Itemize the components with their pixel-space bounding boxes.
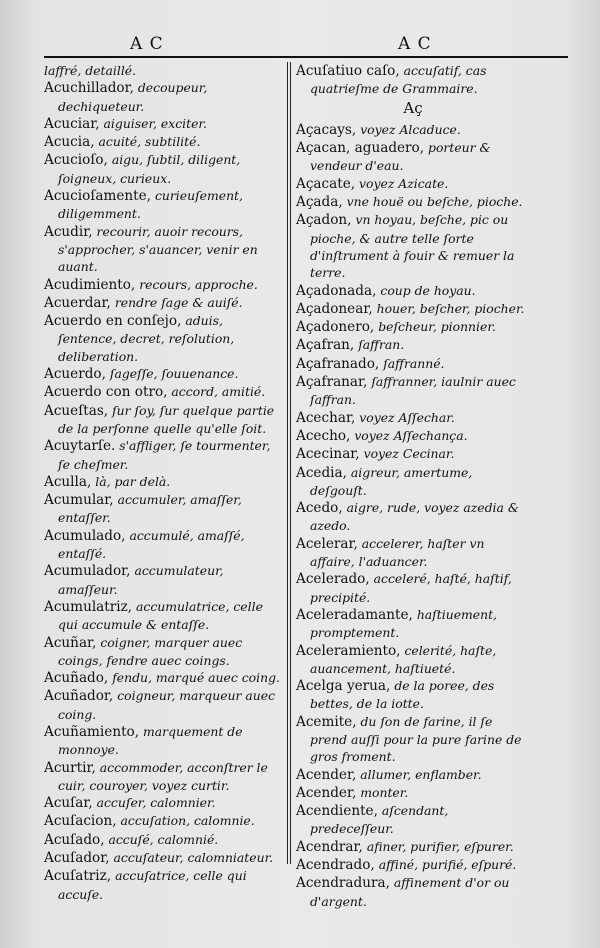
entry-definition: haſtiuement, promptement.: [310, 606, 498, 641]
entry-definition: coigner, marquer auec coings, fendre auec coings.: [58, 634, 243, 668]
entry-headword: Acuerdo,: [44, 366, 106, 383]
entry-headword: Acuñado,: [44, 670, 109, 687]
dictionary-entry: [44, 812, 282, 830]
section-subheading: Aç: [403, 98, 423, 117]
entry-definition: fendu, marqué auec coing.: [112, 670, 280, 686]
entry-headword: Acecho,: [296, 427, 351, 444]
column-divider: [287, 62, 288, 864]
entry-definition: celerité, haſte, auancement, haſtiueté.: [310, 642, 497, 676]
entry-definition: aigreur, amertume, deſgouſt.: [310, 464, 473, 498]
entry-definition: affiné, purifié, eſpuré.: [378, 857, 517, 873]
entry-definition: accord, amitié.: [171, 384, 266, 400]
entry-headword: Acuſacion,: [44, 813, 117, 830]
dictionary-entry: [296, 642, 530, 678]
entry-headword: Acendiente,: [296, 803, 378, 820]
entry-headword: Acelerar,: [296, 535, 358, 552]
entry-definition: ſageſſe, ſouuenance.: [109, 366, 239, 382]
dictionary-entry: [296, 318, 530, 336]
entry-definition: de la poree, des bettes, de la iotte.: [310, 678, 495, 712]
entry-definition: aſcendant, predeceſſeur.: [310, 803, 449, 837]
entry-definition: accuſatrice, celle qui accuſe.: [58, 868, 247, 902]
entry-definition: beſcheur, pionnier.: [378, 319, 496, 335]
entry-headword: Acudimiento,: [44, 276, 136, 293]
entry-definition: marquement de monnoye.: [58, 723, 243, 758]
dictionary-entry: [44, 383, 282, 401]
running-header: [44, 34, 568, 58]
dictionary-entry: [44, 402, 282, 438]
entry-definition: acuité, subtilité.: [98, 134, 201, 150]
entry-definition: coup de hoyau.: [380, 282, 476, 298]
dictionary-entry: [44, 867, 282, 903]
dictionary-entry: [44, 115, 282, 133]
dictionary-entry: [296, 802, 530, 838]
entry-headword: Aculla,: [44, 473, 92, 490]
dictionary-entry: [44, 79, 282, 115]
dictionary-entry: [44, 133, 282, 151]
entry-definition: curieuſement, diligemment.: [58, 188, 243, 222]
entry-headword: Acuytarſe.: [44, 438, 116, 455]
entry-definition: voyez Cecinar.: [363, 446, 455, 462]
entry-headword: Açafranado,: [296, 355, 380, 372]
dictionary-entry: [296, 499, 530, 535]
entry-definition: accumulatrice, celle qui accumule & entaſſe.: [58, 598, 263, 633]
entry-headword: Aceleradamante,: [296, 606, 413, 623]
entry-definition: laffré, detaillé.: [44, 63, 137, 78]
entry-headword: Açadonero,: [296, 319, 375, 336]
dictionary-entry: [296, 175, 530, 193]
entry-headword: Açacays,: [296, 121, 357, 138]
entry-definition: voyez Alcaduce.: [360, 121, 461, 137]
entry-definition: vne houë ou beſche, pioche.: [346, 194, 523, 210]
entry-headword: Acuerdar,: [44, 294, 111, 311]
dictionary-entry: [44, 187, 282, 223]
dictionary-entry: [44, 634, 282, 670]
entry-headword: Açadonear,: [296, 300, 373, 317]
dictionary-entry: [44, 831, 282, 849]
entry-definition: accuſateur, calomniateur.: [113, 850, 274, 866]
entry-definition: porteur & vendeur d'eau.: [310, 140, 491, 174]
dictionary-entry: [44, 759, 282, 795]
entry-definition: accumulé, amaſſé, entaſſé.: [58, 527, 245, 562]
entry-definition: aigu, ſubtil, diligent, ſoigneux, curieux.: [58, 152, 241, 186]
entry-headword: Acuſador,: [44, 850, 110, 867]
entry-definition: voyez Aſſechar.: [359, 409, 455, 425]
dictionary-entry: [296, 766, 530, 784]
dictionary-entry: [296, 282, 530, 300]
entry-headword: Acueſtas,: [44, 402, 109, 419]
dictionary-entry: [44, 223, 282, 276]
entry-headword: Acudir,: [44, 223, 93, 240]
entry-definition: aiguiser, exciter.: [103, 115, 207, 131]
dictionary-entry: [296, 121, 530, 139]
dictionary-entry: [44, 151, 282, 187]
entry-definition: accumulateur, amaſſeur.: [58, 563, 224, 597]
dictionary-entry: [296, 784, 530, 802]
entry-headword: Acedia,: [296, 464, 347, 481]
dictionary-entry: [296, 193, 530, 211]
entry-headword: Açada,: [296, 194, 343, 211]
entry-headword: Acumular,: [44, 492, 114, 509]
header-right: A C: [398, 34, 432, 54]
dictionary-entry: [44, 365, 282, 383]
entry-definition: voyez Aſſechança.: [354, 427, 468, 443]
entry-definition: aduis, ſentence, decret, reſolution, deliberation.: [58, 313, 235, 364]
entry-definition: voyez Azicate.: [359, 175, 449, 191]
entry-headword: Açafranar,: [296, 374, 368, 391]
dictionary-entry: [44, 491, 282, 527]
entry-definition: accuſation, calomnie.: [120, 813, 255, 829]
entry-definition: recourir, auoir recours, s'approcher, s'auancer, venir en auant.: [58, 223, 258, 275]
entry-definition: ſur ſoy, ſur quelque partie de la perſonne quelle qu'elle ſoit.: [58, 402, 275, 436]
entry-headword: Acecinar,: [296, 446, 360, 463]
entry-headword: Acuerdo con otro,: [44, 384, 168, 401]
dictionary-entry: [296, 606, 530, 642]
dictionary-entry: [44, 849, 282, 867]
dictionary-entry: [44, 473, 282, 491]
dictionary-entry: [296, 336, 530, 354]
dictionary-entry: [44, 276, 282, 294]
dictionary-entry: [296, 373, 530, 409]
entry-headword: Acuñamiento,: [44, 723, 140, 740]
entry-headword: Acucioſamente,: [44, 188, 151, 205]
dictionary-entry: [44, 437, 282, 473]
entry-definition: accumuler, amaſſer, entaſſer.: [58, 492, 242, 526]
entry-headword: Acedo,: [296, 500, 343, 517]
entry-definition: coigneur, marqueur auec coing.: [58, 688, 276, 722]
dictionary-entry: [296, 62, 530, 98]
dictionary-entry: [44, 723, 282, 759]
dictionary-entry: [44, 794, 282, 812]
entry-definition: houer, beſcher, piocher.: [376, 300, 525, 316]
dictionary-entry: [296, 713, 530, 766]
dictionary-entry: [296, 355, 530, 373]
left-column: [44, 62, 282, 903]
entry-headword: Acemite,: [296, 713, 357, 730]
entry-definition: ſaffran.: [358, 337, 405, 353]
entry-headword: Acechar,: [296, 409, 356, 426]
entry-headword: Açacan, aguadero,: [296, 140, 425, 157]
entry-definition: s'affliger, ſe tourmenter, ſe cheſmer.: [58, 438, 271, 472]
entry-headword: Acuchillador,: [44, 80, 134, 97]
entry-headword: Acendrar,: [296, 838, 363, 855]
entry-headword: Acuciar,: [44, 115, 100, 132]
entry-headword: Acelga yerua,: [296, 678, 391, 695]
entry-definition: vn hoyau, beſche, pic ou pioche, & autre telle ſorte d'inſtrument à fouir & remuer la terre.: [310, 212, 515, 281]
dictionary-entry: [296, 464, 530, 500]
entry-headword: Açafran,: [296, 337, 355, 354]
dictionary-entry: [296, 535, 530, 571]
entry-headword: Acucia,: [44, 134, 95, 151]
dictionary-entry: [296, 427, 530, 445]
entry-definition: accelerer, haſter vn affaire, l'aduancer.: [310, 535, 485, 570]
entry-headword: Acuſatriz,: [44, 868, 112, 885]
entry-headword: Acumulado,: [44, 527, 126, 544]
entry-definition: accommoder, acconſtrer le cuir, couroyer, voyez curtir.: [58, 759, 268, 793]
entry-headword: Acucioſo,: [44, 152, 108, 169]
entry-headword: Acumulatriz,: [44, 598, 133, 615]
entry-definition: ſaffranner, iaulnir auec ſaffran.: [310, 374, 516, 408]
dictionary-entry: [44, 312, 282, 365]
dictionary-entry: [44, 527, 282, 563]
entry-definition: rendre ſage & auiſé.: [114, 294, 243, 310]
entry-definition: aigre, rude, voyez azedia & azedo.: [310, 500, 519, 534]
dictionary-entry: [44, 598, 282, 634]
dictionary-entry: [296, 300, 530, 318]
dictionary-entry: [44, 687, 282, 723]
entry-headword: Acendrado,: [296, 857, 375, 874]
dictionary-entry: [296, 677, 530, 713]
entry-headword: Acuſatiuo caſo,: [296, 63, 400, 79]
entry-definition: affinement d'or ou d'argent.: [310, 875, 510, 909]
dictionary-entry: [296, 874, 530, 910]
entry-headword: Acender,: [296, 766, 357, 783]
dictionary-entry: [44, 294, 282, 312]
dictionary-entry: [44, 562, 282, 598]
entry-headword: Acuñador,: [44, 688, 114, 705]
entry-definition: decoupeur, dechiqueteur.: [58, 80, 208, 114]
entry-definition: là, par delà.: [95, 473, 171, 489]
dictionary-entry: [296, 409, 530, 427]
entry-definition: accuſer, calomnier.: [96, 795, 216, 811]
dictionary-entry: [44, 62, 282, 79]
entry-headword: Acurtir,: [44, 759, 96, 776]
header-left: A C: [130, 34, 164, 54]
entry-headword: Açacate,: [296, 175, 356, 192]
dictionary-entry: [296, 570, 530, 606]
entry-headword: Aceleramiento,: [296, 642, 401, 659]
dictionary-entry: [296, 838, 530, 856]
entry-headword: Acender,: [296, 784, 357, 801]
dictionary-entry: [44, 669, 282, 687]
entry-definition: afiner, purifier, eſpurer.: [366, 838, 514, 854]
entry-headword: Açadonada,: [296, 282, 377, 299]
entry-definition: accuſé, calomnié.: [108, 831, 219, 847]
entry-definition: du ſon de farine, il ſe prend auſſi pour la pure farine de gros froment.: [310, 713, 522, 765]
entry-headword: Acuſado,: [44, 831, 105, 848]
entry-definition: ſaffranné.: [383, 355, 445, 371]
entry-headword: Acendradura,: [296, 875, 390, 892]
dictionary-entry: [296, 211, 530, 281]
entry-headword: Acumulador,: [44, 563, 131, 580]
dictionary-entry: [296, 139, 530, 175]
entry-definition: accuſatif, cas quatrieſme de Grammaire.: [310, 63, 487, 97]
entry-headword: Acelerado,: [296, 571, 370, 588]
entry-headword: Açadon,: [296, 212, 352, 229]
entry-headword: Acuſar,: [44, 795, 93, 812]
right-column: [296, 62, 530, 910]
entry-definition: monter.: [360, 784, 409, 800]
dictionary-entry: [296, 445, 530, 463]
entry-headword: Acuerdo en conſejo,: [44, 313, 182, 330]
entry-headword: Acuñar,: [44, 634, 97, 651]
entry-definition: allumer, enflamber.: [360, 766, 482, 782]
entry-definition: recours, approche.: [139, 276, 258, 292]
entry-definition: acceleré, haſté, haſtif, precipité.: [310, 571, 512, 605]
dictionary-entry: [296, 856, 530, 874]
